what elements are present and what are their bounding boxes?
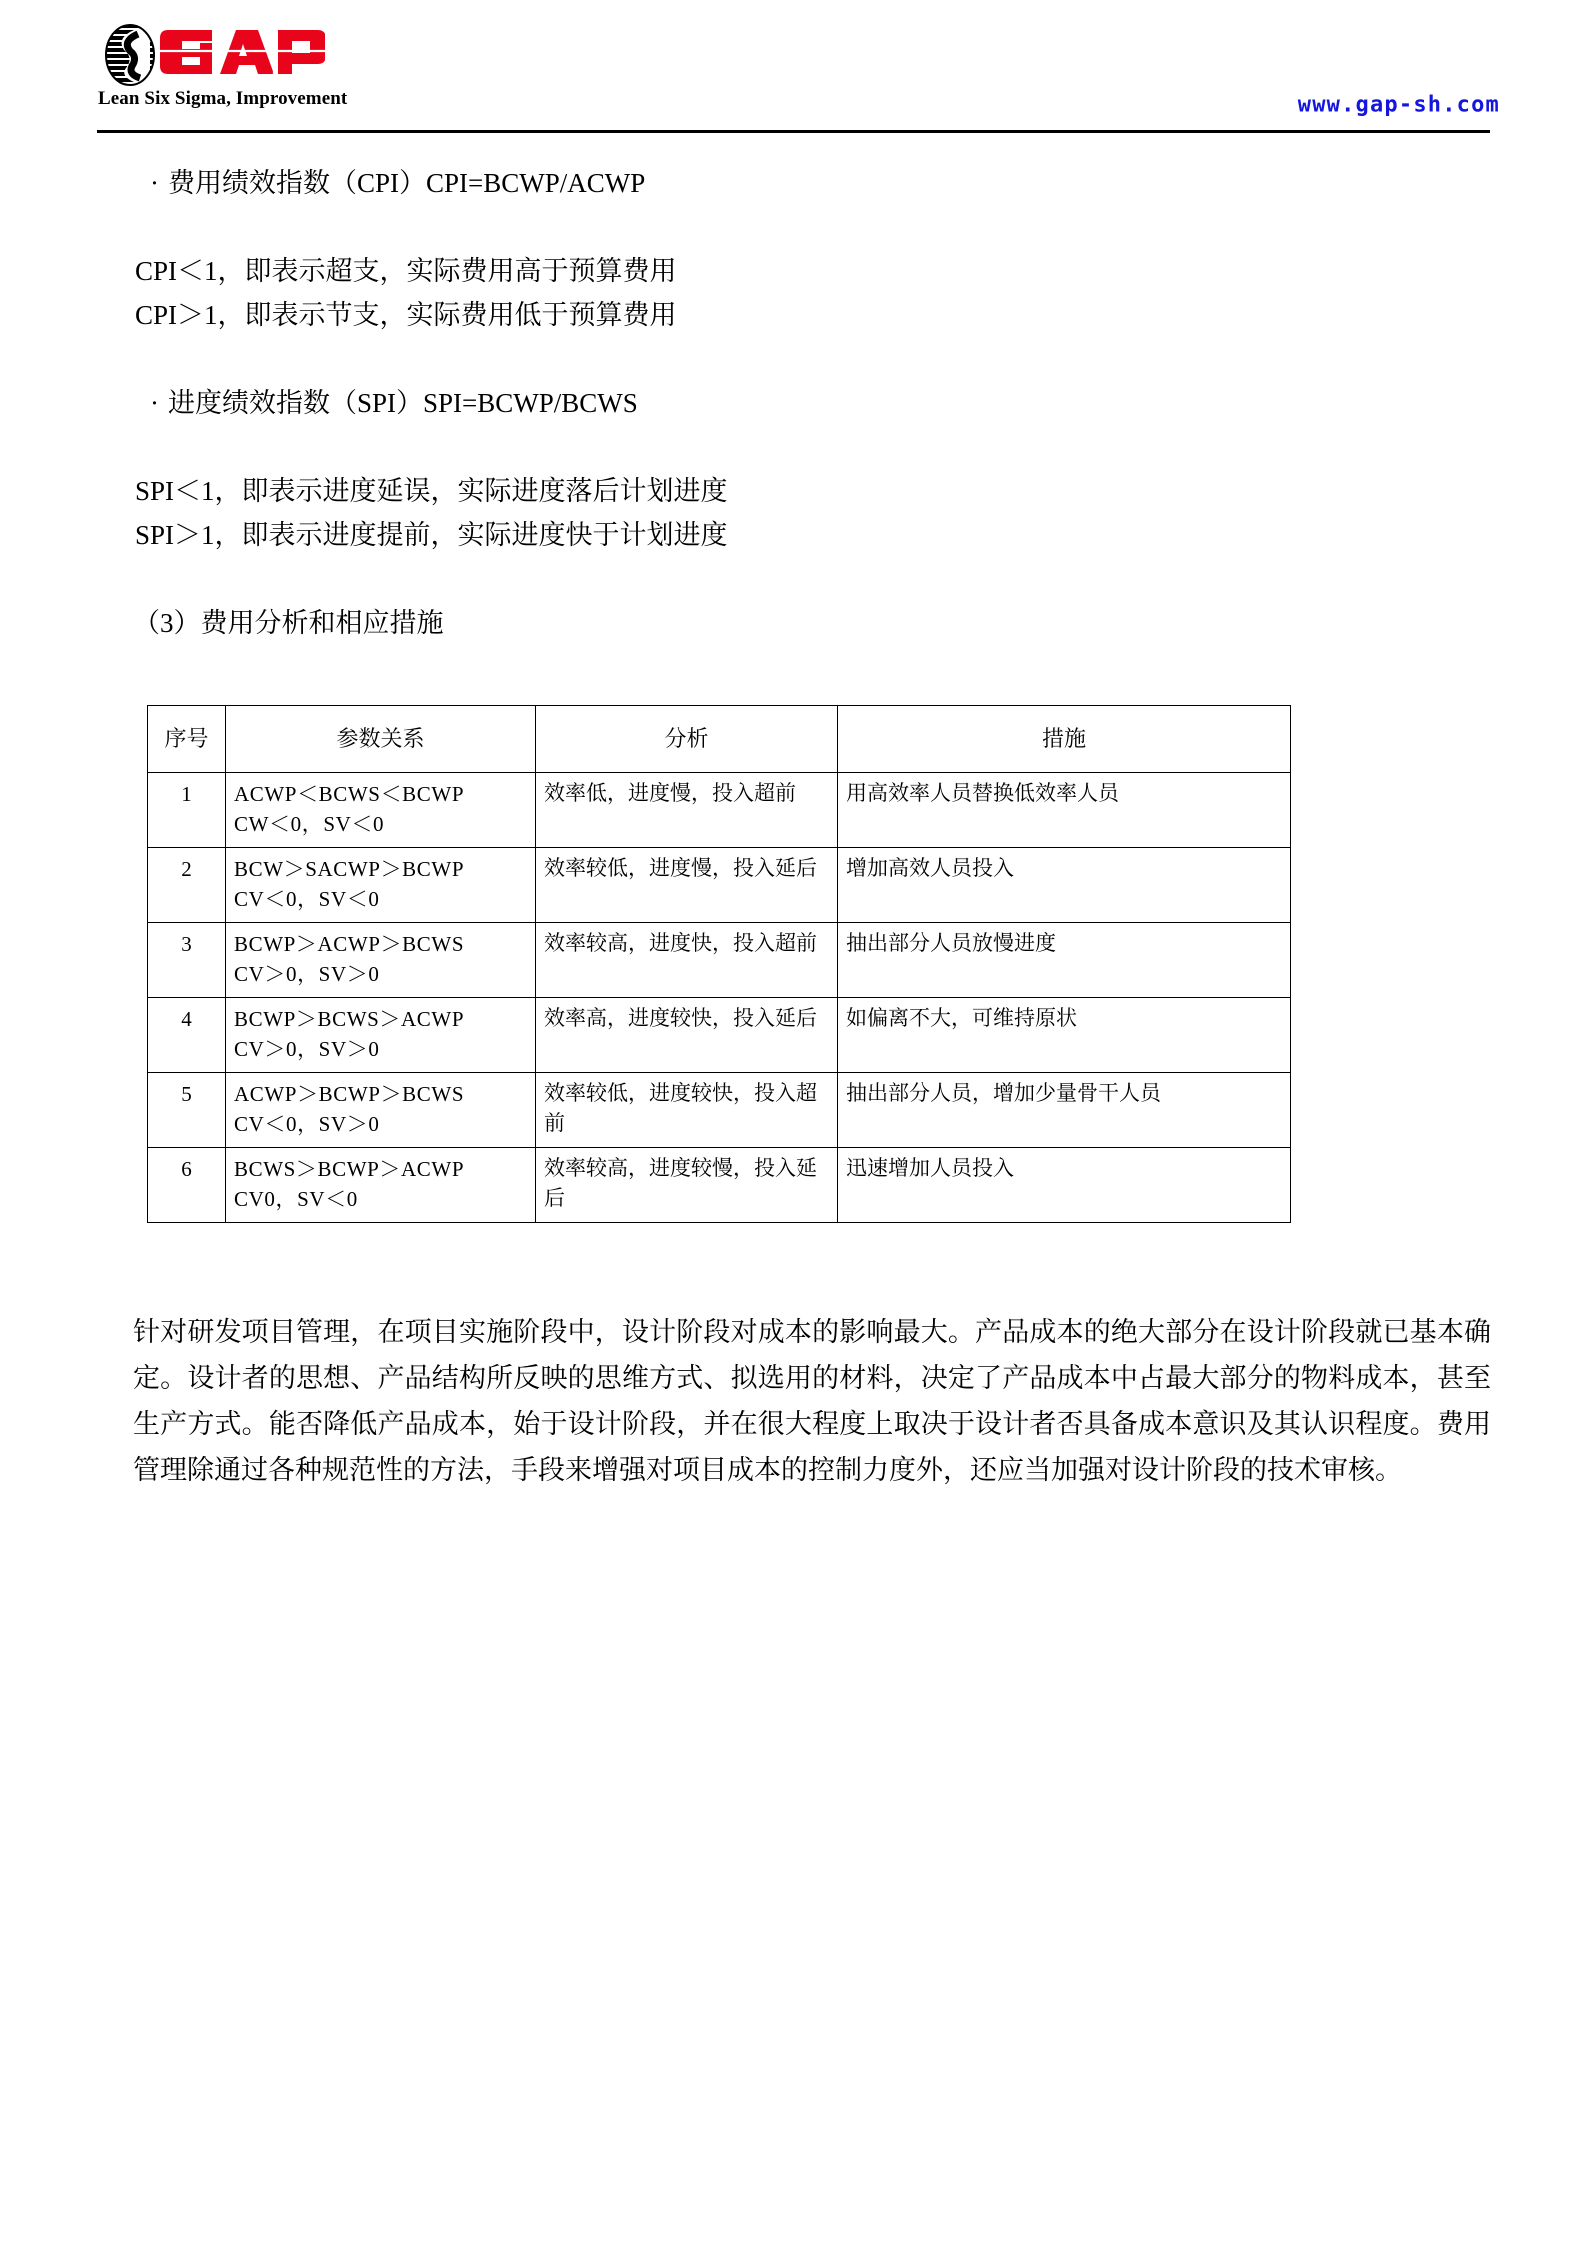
table-header-row (148, 706, 1291, 773)
analysis-table-wrapper (0, 705, 1586, 1223)
cell-action: 抽出部分人员，增加少量骨干人员 (838, 1073, 1291, 1148)
cpi-greater-than-line: CPI＞1，即表示节支，实际费用低于预算费用 (135, 300, 677, 330)
cpi-less-than-line: CPI＜1，即表示超支，实际费用高于预算费用 (135, 256, 677, 286)
relation-line-1: ACWP＞BCWP＞BCWS (234, 1082, 465, 1106)
relation-line-1: ACWP＜BCWS＜BCWP (234, 782, 465, 806)
document-content (0, 135, 1586, 1493)
page-header (0, 0, 1586, 135)
table-row (148, 1148, 1291, 1223)
cell-no: 1 (148, 773, 226, 848)
cell-relation (226, 923, 536, 998)
cell-analysis: 效率较低，进度较快，投入超前 (536, 1073, 838, 1148)
spi-less-than-line: SPI＜1，即表示进度延误，实际进度落后计划进度 (135, 476, 728, 506)
cell-analysis: 效率较高，进度较慢，投入延后 (536, 1148, 838, 1223)
logo-tagline: Lean Six Sigma, Improvement (98, 88, 348, 109)
bullet-icon: · (150, 388, 159, 418)
cost-analysis-table (147, 705, 1291, 1223)
company-logo (98, 18, 428, 118)
cell-action: 抽出部分人员放慢进度 (838, 923, 1291, 998)
cell-no: 2 (148, 848, 226, 923)
cell-relation (226, 1148, 536, 1223)
cell-analysis: 效率较高，进度快，投入超前 (536, 923, 838, 998)
spi-bullet-text: 进度绩效指数（SPI）SPI=BCWP/BCWS (168, 388, 638, 418)
cpi-bullet-line (0, 161, 1586, 205)
table-row (148, 848, 1291, 923)
gap-globe-logo-icon (104, 24, 156, 86)
cell-no: 3 (148, 923, 226, 998)
table-row (148, 1073, 1291, 1148)
relation-line-2: CV0，SV＜0 (234, 1187, 358, 1211)
relation-line-1: BCWP＞BCWS＞ACWP (234, 1007, 465, 1031)
cell-no: 5 (148, 1073, 226, 1148)
relation-line-2: CV＞0，SV＞0 (234, 1037, 380, 1061)
cell-relation (226, 773, 536, 848)
spi-greater-than-line: SPI＞1，即表示进度提前，实际进度快于计划进度 (135, 520, 728, 550)
relation-line-1: BCWS＞BCWP＞ACWP (234, 1157, 465, 1181)
cell-analysis: 效率较低，进度慢，投入延后 (536, 848, 838, 923)
table-row (148, 773, 1291, 848)
cell-action: 如偏离不大，可维持原状 (838, 998, 1291, 1073)
spi-bullet-line (0, 381, 1586, 425)
gap-wordmark-icon (160, 24, 325, 80)
cell-analysis: 效率低，进度慢，投入超前 (536, 773, 838, 848)
table-header (148, 706, 1291, 773)
closing-paragraph: 针对研发项目管理，在项目实施阶段中，设计阶段对成本的影响最大。产品成本的绝大部分在设计阶段就已基本确定。设计者的思想、产品结构所反映的思维方式、拟选用的材料，决定了产品成本中占最大部分的物料成本，甚至生产方式。能否降低产品成本，始于设计阶段，并在很大程度上取决于设计者否具备成本意识及其认识程度。费用管理除通过各种规范性的方法，手段来增强对项目成本的控制力度外，还应当加强对设计阶段的技术审核。 (133, 1317, 1491, 1485)
relation-line-1: BCWP＞ACWP＞BCWS (234, 932, 465, 956)
cell-action: 增加高效人员投入 (838, 848, 1291, 923)
header-divider (97, 130, 1490, 133)
cell-action: 迅速增加人员投入 (838, 1148, 1291, 1223)
relation-line-2: CW＜0，SV＜0 (234, 812, 385, 836)
relation-line-2: CV＞0，SV＞0 (234, 962, 380, 986)
section-heading: （3）费用分析和相应措施 (133, 608, 444, 638)
column-header-relation: 参数关系 (226, 706, 536, 773)
table-row (148, 923, 1291, 998)
column-header-analysis: 分析 (536, 706, 838, 773)
cell-relation (226, 998, 536, 1073)
table-row (148, 998, 1291, 1073)
cell-no: 6 (148, 1148, 226, 1223)
cpi-bullet-text: 费用绩效指数（CPI）CPI=BCWP/ACWP (168, 168, 646, 198)
column-header-no: 序号 (148, 706, 226, 773)
site-url[interactable]: www.gap-sh.com (1297, 92, 1500, 118)
relation-line-1: BCW＞SACWP＞BCWP (234, 857, 465, 881)
cell-action: 用高效率人员替换低效率人员 (838, 773, 1291, 848)
relation-line-2: CV＜0，SV＜0 (234, 887, 380, 911)
cell-relation (226, 1073, 536, 1148)
cell-no: 4 (148, 998, 226, 1073)
bullet-icon: · (150, 168, 159, 198)
relation-line-2: CV＜0，SV＞0 (234, 1112, 380, 1136)
table-body (148, 773, 1291, 1223)
cell-relation (226, 848, 536, 923)
cell-analysis: 效率高，进度较快，投入延后 (536, 998, 838, 1073)
column-header-action: 措施 (838, 706, 1291, 773)
